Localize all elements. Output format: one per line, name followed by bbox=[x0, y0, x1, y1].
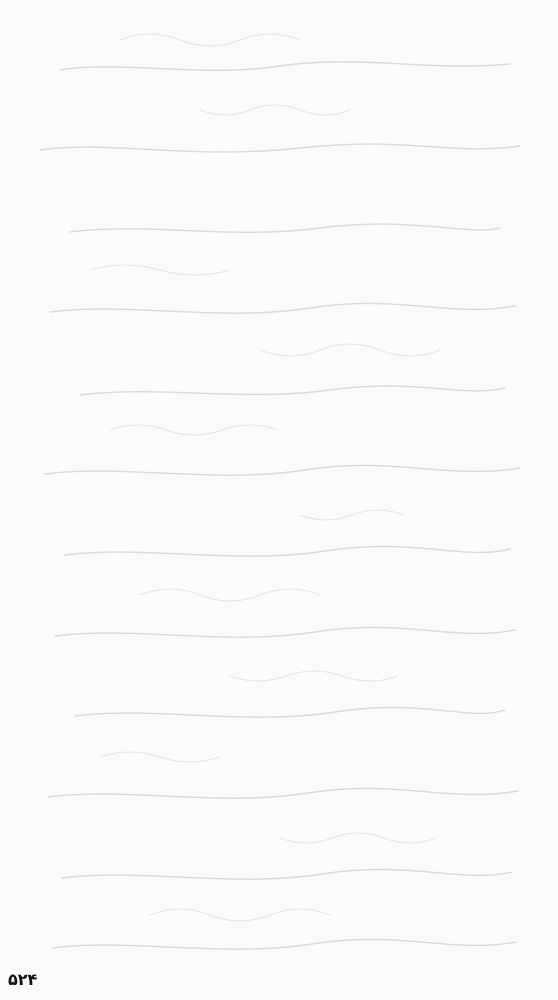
manuscript-line bbox=[12, 81, 546, 123]
manuscript-line bbox=[12, 522, 546, 564]
manuscript-line bbox=[12, 837, 546, 879]
manuscript-line bbox=[12, 144, 546, 186]
manuscript-line bbox=[12, 270, 546, 312]
manuscript-line bbox=[12, 585, 546, 627]
manuscript-line bbox=[12, 207, 546, 249]
manuscript-line bbox=[12, 396, 546, 438]
manuscript-line bbox=[12, 648, 546, 690]
manuscript-line bbox=[12, 711, 546, 753]
manuscript-line bbox=[12, 900, 546, 942]
manuscript-line bbox=[12, 459, 546, 501]
page-number: ۵۲۴ bbox=[8, 970, 38, 989]
manuscript-line bbox=[12, 774, 546, 816]
manuscript-line bbox=[12, 18, 546, 60]
manuscript-line bbox=[12, 333, 546, 375]
manuscript-text-block bbox=[12, 18, 546, 968]
